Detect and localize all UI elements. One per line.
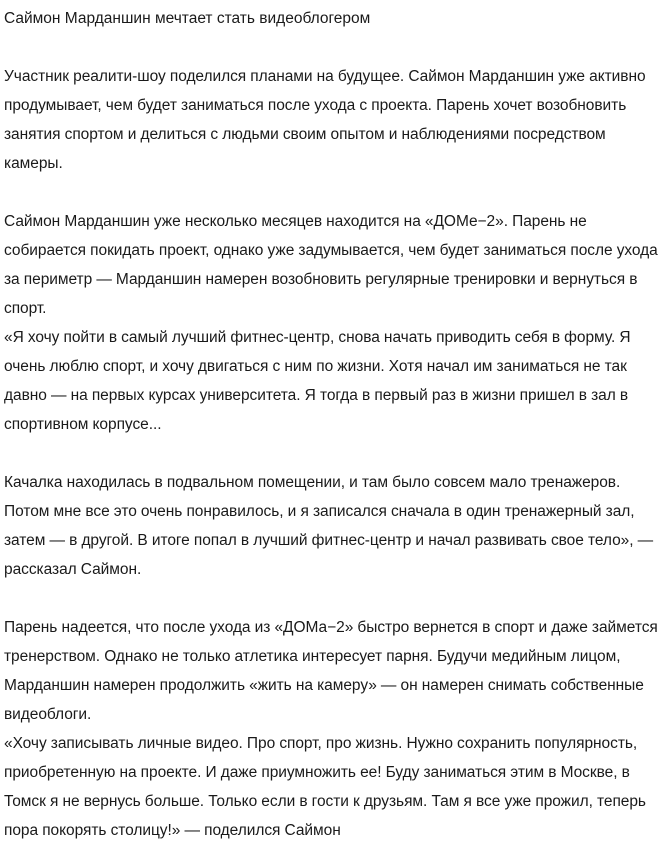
article-paragraph: Саймон Марданшин уже несколько месяцев находится на «ДОМе−2». Парень не собирается покидать проект, однако уже задумывается, чем будет заниматься после ухода за периметр — Марданшин намерен возобновить регулярные тренировки и вернуться в спорт. [4,213,658,317]
page-title: Саймон Марданшин мечтает стать видеоблогером [4,10,371,27]
article-block [4,207,662,439]
article-paragraph: Парень надеется, что после ухода из «ДОМа−2» быстро вернется в спорт и даже займется тренерством. Однако не только атлетика интересует парня. Будучи медийным лицом, Марданшин намерен продолжить «жить на камеру» — он намерен снимать собственные видеоблоги. [4,619,658,723]
article-block [4,62,662,178]
block-spacer [4,584,662,613]
article-paragraph-quote: «Я хочу пойти в самый лучший фитнес-центр, снова начать приводить себя в форму. Я очень люблю спорт, и хочу двигаться с ним по жизни. Хотя начал им заниматься не так давно — на первых курсах университета. Я тогда в первый раз в жизни пришел в зал в спортивном корпусе... [4,329,631,433]
article-paragraph: Участник реалити-шоу поделился планами на будущее. Саймон Марданшин уже активно продумывает, чем будет заниматься после ухода с проекта. Парень хочет возобновить занятия спортом и делиться с людьми своим опытом и наблюдениями посредством камеры. [4,68,646,172]
article-paragraph-quote: «Хочу записывать личные видео. Про спорт, про жизнь. Нужно сохранить популярность, приобретенную на проекте. И даже приумножить ее! Буду заниматься этим в Москве, в Томск я не вернусь больше. Только если в гости к друзьям. Там я все уже прожил, теперь пора покорять столицу!» — поделился Саймон [4,735,646,839]
block-spacer [4,178,662,207]
article-block [4,468,662,584]
article-block [4,613,662,845]
title-spacer [4,33,662,62]
block-spacer [4,439,662,468]
article-paragraph-quote: Качалка находилась в подвальном помещении, и там было совсем мало тренажеров. Потом мне все это очень понравилось, и я записался сначала в один тренажерный зал, затем — в другой. В итоге попал в лучший фитнес-центр и начал развивать свое тело», — рассказал Саймон. [4,474,654,578]
